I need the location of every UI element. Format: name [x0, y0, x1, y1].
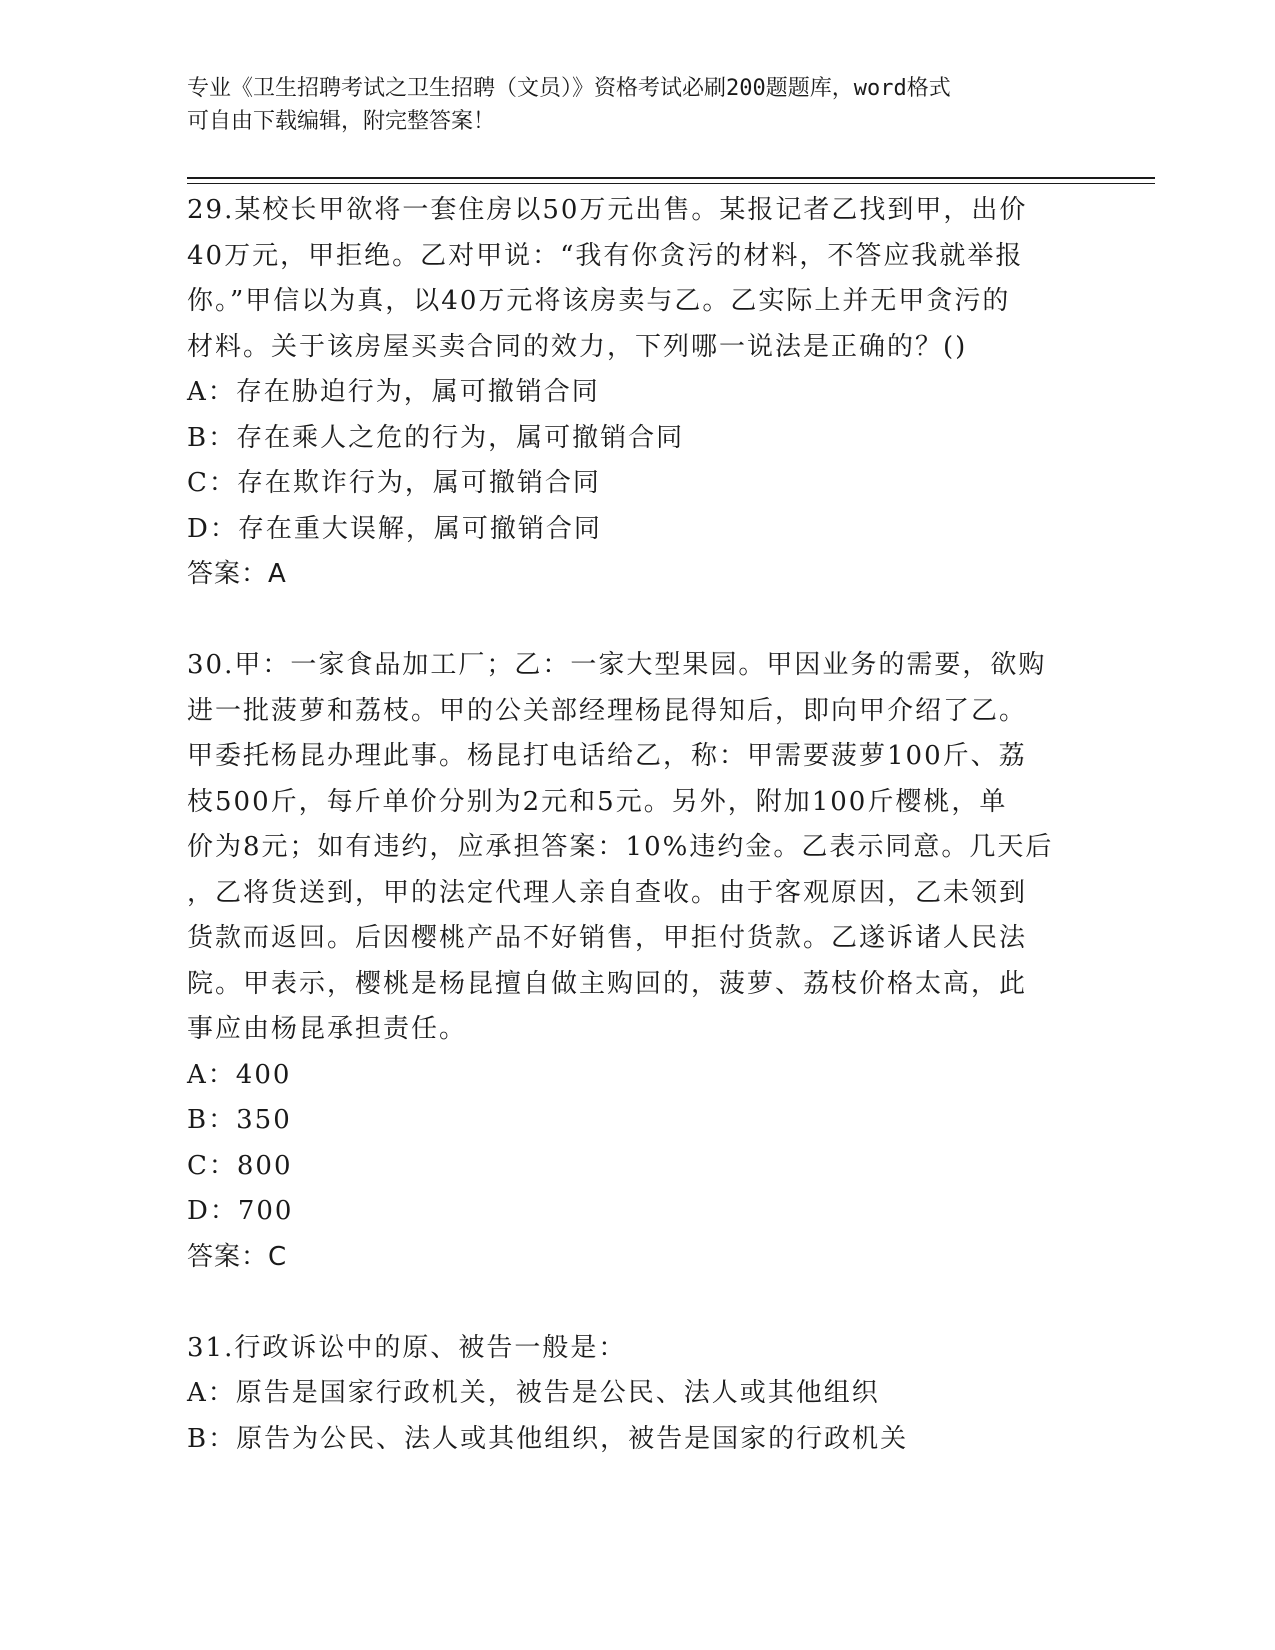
option-c: C：800 — [187, 1150, 293, 1181]
question-line: 40万元，甲拒绝。乙对甲说：“我有你贪污的材料，不答应我就举报 — [187, 240, 1024, 271]
question-line: 30.甲：一家食品加工厂；乙：一家大型果园。甲因业务的需要，欲购 — [187, 650, 1047, 680]
option-c: C：存在欺诈行为，属可撤销合同 — [187, 468, 601, 498]
header-line-1: 专业《卫生招聘考试之卫生招聘（文员）》资格考试必刷200题题库，word格式 — [187, 76, 951, 101]
option-a: A：存在胁迫行为，属可撤销合同 — [187, 377, 600, 407]
question-line: 事应由杨昆承担责任。 — [187, 1014, 468, 1044]
question-line: 31.行政诉讼中的原、被告一般是： — [187, 1332, 627, 1363]
question-29 — [187, 188, 1087, 598]
question-line: 你。”甲信以为真，以40万元将该房卖与乙。乙实际上并无甲贪污的 — [187, 286, 1011, 316]
question-line: ，乙将货送到，甲的法定代理人亲自查收。由于客观原因，乙未领到 — [187, 877, 1028, 908]
question-text — [187, 1326, 1087, 1372]
question-text — [187, 643, 1087, 1053]
question-31 — [187, 1326, 1087, 1463]
question-spacer — [187, 598, 1087, 644]
option-b: B：存在乘人之危的行为，属可撤销合同 — [187, 422, 685, 453]
header-divider-thick — [187, 177, 1155, 179]
option-d: D：700 — [187, 1196, 294, 1226]
option-b: B：350 — [187, 1105, 292, 1135]
question-line: 枝500斤，每斤单价分别为2元和5元。另外，附加100斤樱桃，单 — [187, 786, 1008, 817]
question-text — [187, 188, 1087, 370]
question-line: 价为8元；如有违约，应承担答案：10%违约金。乙表示同意。几天后 — [187, 832, 1054, 862]
question-spacer — [187, 1280, 1087, 1326]
option-d: D：存在重大误解，属可撤销合同 — [187, 513, 602, 544]
option-b: B：原告为公民、法人或其他组织，被告是国家的行政机关 — [187, 1423, 909, 1454]
question-line: 院。甲表示，樱桃是杨昆擅自做主购回的，菠萝、荔枝价格太高，此 — [187, 968, 1028, 999]
header-divider-thin — [187, 183, 1155, 184]
header-line-2: 可自由下载编辑，附完整答案！ — [187, 109, 496, 134]
question-line: 货款而返回。后因樱桃产品不好销售，甲拒付货款。乙遂诉诸人民法 — [187, 923, 1028, 953]
question-line: 29.某校长甲欲将一套住房以50万元出售。某报记者乙找到甲，出价 — [187, 195, 1028, 225]
option-a: A：400 — [187, 1059, 292, 1090]
answer: 答案：A — [187, 559, 287, 589]
question-list — [187, 188, 1087, 1462]
question-line: 进一批菠萝和荔枝。甲的公关部经理杨昆得知后，即向甲介绍了乙。 — [187, 695, 1028, 726]
option-a: A：原告是国家行政机关，被告是公民、法人或其他组织 — [187, 1378, 880, 1408]
answer: 答案：C — [187, 1241, 288, 1272]
document-header — [187, 72, 1067, 138]
question-30 — [187, 643, 1087, 1280]
question-line: 材料。关于该房屋买卖合同的效力，下列哪一说法是正确的？() — [187, 331, 968, 362]
question-line: 甲委托杨昆办理此事。杨昆打电话给乙，称：甲需要菠萝100斤、荔 — [187, 741, 1027, 771]
